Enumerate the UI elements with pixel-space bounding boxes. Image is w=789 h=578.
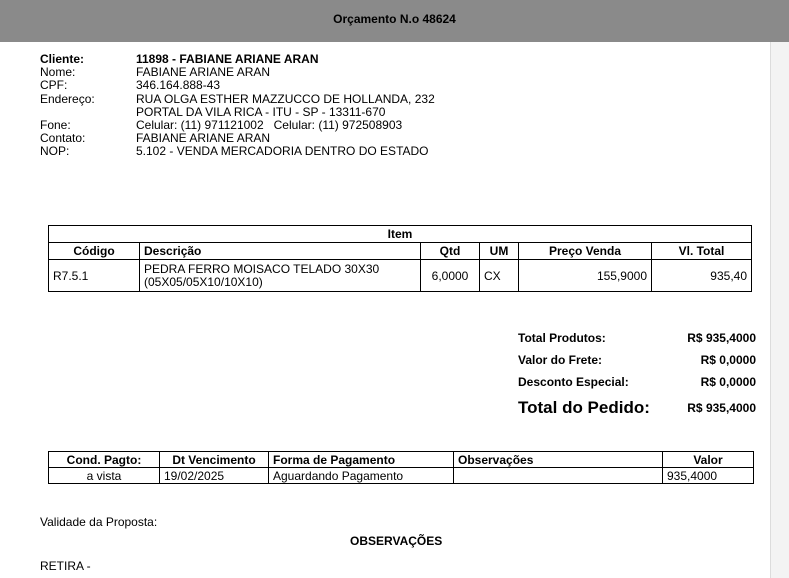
pay-valor: 935,4000 <box>663 468 754 484</box>
nop-value: 5.102 - VENDA MERCADORIA DENTRO DO ESTADO <box>136 144 429 159</box>
contato-label: Contato: <box>40 131 86 146</box>
fone-value: Celular: (11) 971121002 Celular: (11) 972508903 <box>136 118 403 133</box>
item-codigo: R7.5.1 <box>49 260 140 292</box>
vertical-scrollbar[interactable] <box>770 42 789 578</box>
items-section-title: Item <box>49 226 752 243</box>
table-row <box>49 468 754 484</box>
cliente-label: Cliente: <box>40 52 85 66</box>
pay-header-cond: Cond. Pagto: <box>49 452 160 468</box>
pay-obs <box>454 468 663 484</box>
col-header-descricao: Descrição <box>140 243 421 260</box>
fone-label: Fone: <box>40 118 71 133</box>
cpf-value: 346.164.888-43 <box>136 78 221 93</box>
table-row <box>49 260 752 292</box>
total-produtos-value: R$ 935,4000 <box>687 331 756 345</box>
endereco-line1: RUA OLGA ESTHER MAZZUCCO DE HOLLANDA, 232 <box>136 91 435 106</box>
pay-vencimento: 19/02/2025 <box>160 468 269 484</box>
nome-value: FABIANE ARIANE ARAN <box>136 65 271 80</box>
items-table <box>48 225 752 292</box>
valor-frete-label: Valor do Frete: <box>518 353 603 367</box>
contato-value: FABIANE ARIANE ARAN <box>136 131 271 146</box>
item-qtd: 6,0000 <box>421 260 480 292</box>
pay-header-obs: Observações <box>454 452 663 468</box>
total-pedido-value: R$ 935,4000 <box>687 401 756 415</box>
col-header-qtd: Qtd <box>421 243 480 260</box>
pay-cond: a vista <box>49 468 160 484</box>
document-header <box>0 0 789 42</box>
payment-table <box>48 451 754 484</box>
document-title: Orçamento N.o 48624 <box>333 12 456 26</box>
item-total: 935,40 <box>652 260 752 292</box>
totals-block <box>518 327 756 423</box>
pay-forma: Aguardando Pagamento <box>269 468 454 484</box>
desconto-value: R$ 0,0000 <box>700 375 756 389</box>
cpf-label: CPF: <box>40 78 68 93</box>
cliente-value: 11898 - FABIANE ARIANE ARAN <box>136 52 319 66</box>
col-header-um: UM <box>480 243 519 260</box>
pay-header-vencimento: Dt Vencimento <box>160 452 269 468</box>
pay-header-forma: Forma de Pagamento <box>269 452 454 468</box>
valor-frete-value: R$ 0,0000 <box>700 353 756 367</box>
desconto-label: Desconto Especial: <box>518 375 629 389</box>
nop-label: NOP: <box>40 144 70 159</box>
nome-label: Nome: <box>40 65 76 80</box>
observacoes-title: OBSERVAÇÕES <box>350 534 443 548</box>
col-header-total: Vl. Total <box>652 243 752 260</box>
total-pedido-label: Total do Pedido: <box>518 398 650 417</box>
customer-info <box>40 53 435 159</box>
item-preco: 155,9000 <box>519 260 652 292</box>
item-um: CX <box>480 260 519 292</box>
pay-header-valor: Valor <box>663 452 754 468</box>
endereco-label: Endereço: <box>40 91 95 106</box>
endereco-line2: PORTAL DA VILA RICA - ITU - SP - 13311-670 <box>136 104 386 119</box>
col-header-codigo: Código <box>49 243 140 260</box>
validade-label: Validade da Proposta: <box>40 515 158 529</box>
item-descricao: PEDRA FERRO MOISACO TELADO 30X30 (05X05/05X10/10X10) <box>140 260 421 292</box>
col-header-preco: Preço Venda <box>519 243 652 260</box>
observacoes-text: RETIRA - <box>40 559 91 573</box>
total-produtos-label: Total Produtos: <box>518 331 606 345</box>
